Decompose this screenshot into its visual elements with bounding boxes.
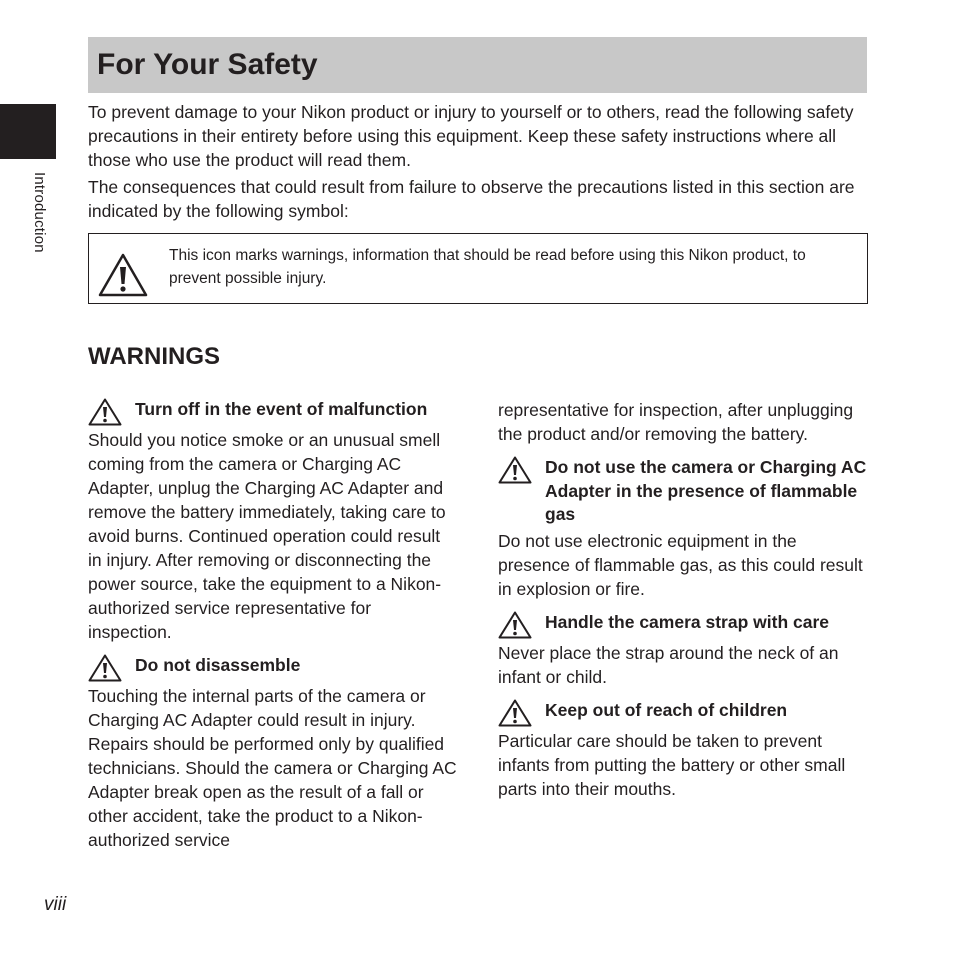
section-label: Introduction [31,172,48,253]
warning-title: Turn off in the event of malfunction [135,399,428,419]
section-tab-marker [0,104,56,159]
warning-body-continuation: representative for inspection, after unplugging the product and/or removing the battery. [498,400,854,444]
warning-triangle-icon [88,654,122,682]
warning-title: Keep out of reach of children [545,699,788,720]
warning-item [498,456,868,601]
warning-triangle-icon [498,611,532,639]
warning-body: Do not use electronic equipment in the presence of flammable gas, as this could result in explosion or fire. [498,530,863,599]
warning-item [88,398,458,644]
warning-triangle-icon [498,699,532,727]
warning-title: Handle the camera strap with care [545,611,829,632]
warning-body: Touching the internal parts of the camera or Charging AC Adapter could result in injury. Repairs should be performed only by qualified technicians. Should the camera or Charging AC Adapter break open as the result of a fall or other accident, take the product to a Nikon-authorized service [88,686,457,850]
page-title: For Your Safety [97,48,318,81]
warning-triangle-icon [98,253,148,297]
warning-triangle-icon [498,456,532,484]
warning-body: Should you notice smoke or an unusual smell coming from the camera or Charging AC Adapter, unplug the Charging AC Adapter and remove the battery immediately, taking care to avoid burns. Continued operation could result in injury. After removing or disconnecting the power source, take the equipment to a Nikon-authorized service representative for inspection. [88,430,446,642]
warnings-column-right [498,398,868,811]
warning-item [498,611,868,689]
warning-item [88,654,458,852]
warning-body: Never place the strap around the neck of an infant or child. [498,642,839,687]
warning-title: Do not use the camera or Charging AC Adapter in the presence of flammable gas [545,457,867,524]
notice-text: This icon marks warnings, information that should be read before using this Nikon product, to prevent possible injury. [169,247,806,287]
intro-paragraph-2: The consequences that could result from failure to observe the precautions listed in this section are indicated by the following symbol: [88,177,855,221]
warning-triangle-icon [88,398,122,426]
intro-paragraph-1: To prevent damage to your Nikon product or injury to yourself or to others, read the following safety precautions in their entirety before using this equipment. Keep these safety instructions where all those who use the product will read them. [88,102,854,170]
warning-symbol-notice [88,233,868,304]
page-number: viii [44,894,67,915]
warning-title: Do not disassemble [135,655,301,675]
warnings-heading: WARNINGS [88,343,220,370]
warning-body: Particular care should be taken to prevent infants from putting the battery or other small parts into their mouths. [498,730,846,799]
warning-item [498,699,868,801]
warnings-column-left [88,398,458,862]
title-bar [88,37,867,93]
